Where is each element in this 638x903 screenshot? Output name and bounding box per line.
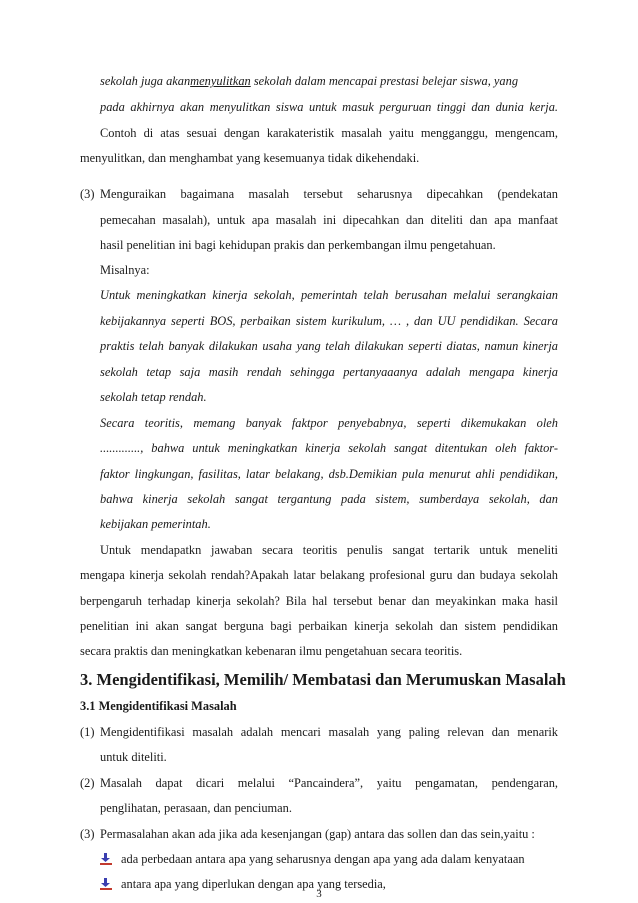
text-line: Untuk mendapatkn jawaban secara teoritis penulis sangat tertarik untuk meneliti bbox=[100, 543, 558, 557]
list-number: (3) bbox=[80, 827, 95, 841]
text-span: sekolah dalam mencapai prestasi belejar siswa, yang bbox=[250, 74, 519, 88]
text-line: mengapa kinerja sekolah rendah?Apakah latar belakang profesional guru dan budaya sekolah bbox=[80, 568, 558, 582]
text-line: bahwa kinerja sekolah sangat tergantung pada sistem, sumberdaya sekolah, dan bbox=[100, 492, 558, 506]
list-item: Masalah dapat dicari melalui “Pancaindera”, yaitu pengamatan, pendengaran, bbox=[100, 776, 558, 790]
page-number: 3 bbox=[316, 888, 322, 900]
text-line: secara praktis dan meningkatkan kebenaran ilmu pengetahuan secara teoritis. bbox=[80, 644, 463, 658]
bullet-item: ada perbedaan antara apa yang seharusnya dengan apa yang ada dalam kenyataan bbox=[121, 852, 525, 866]
arrow-bullet-icon bbox=[100, 878, 112, 890]
text-line: hasil penelitian ini bagi kehidupan prakis dan perkembangan ilmu pengetahuan. bbox=[100, 238, 496, 252]
text-line: praktis telah banyak dilakukan usaha yang telah dilakukan seperti diatas, namun kinerja bbox=[100, 339, 558, 353]
text-line: ............., bahwa untuk meningkatkan kinerja sekolah sangat ditentukan oleh faktor- bbox=[100, 441, 558, 455]
text-line: Untuk meningkatkan kinerja sekolah, pemerintah telah berusahan melalui serangkaian bbox=[100, 288, 558, 302]
text-line: penelitian ini akan sangat berguna bagi perbaikan kinerja sekolah dan sistem pendidikan bbox=[80, 619, 558, 633]
text-line: Menguraikan bagaimana masalah tersebut seharusnya dipecahkan (pendekatan bbox=[100, 187, 558, 201]
text-line: pada akhirnya akan menyulitkan siswa untuk masuk perguruan tinggi dan dunia kerja. bbox=[100, 100, 558, 114]
item-number: (3) bbox=[80, 187, 95, 201]
list-number: (1) bbox=[80, 725, 95, 739]
text-span: sekolah juga akan bbox=[100, 74, 191, 88]
text-line: pemecahan masalah), untuk apa masalah ini dipecahkan dan diteliti dan apa manfaat bbox=[100, 213, 558, 227]
text-line: menyulitkan, dan menghambat yang kesemuanya tidak dikehendaki. bbox=[80, 151, 420, 165]
subsection-heading: 3.1 Mengidentifikasi Masalah bbox=[80, 699, 237, 713]
section-heading: 3. Mengidentifikasi, Memilih/ Membatasi dan Merumuskan Masalah bbox=[80, 670, 566, 689]
list-item: Mengidentifikasi masalah adalah mencari masalah yang paling relevan dan menarik bbox=[100, 725, 558, 739]
arrow-bullet-icon bbox=[100, 853, 112, 865]
text-line: Secara teoritis, memang banyak faktpor penyebabnya, seperti dikemukakan oleh bbox=[100, 416, 558, 430]
text-line: sekolah tetap saja masih rendah sehingga pertanyaaanya adalah mengapa kinerja bbox=[100, 365, 558, 379]
list-item: Permasalahan akan ada jika ada kesenjangan (gap) antara das sollen dan das sein,yaitu : bbox=[100, 827, 535, 841]
text-line: faktor lingkungan, fasilitas, latar belakang, dsb.Demikian pula menurut ahli pendidikan, bbox=[100, 467, 558, 481]
underlined-word: menyulitkan bbox=[190, 74, 251, 88]
text-line bbox=[100, 73, 518, 89]
text-line: Misalnya: bbox=[100, 263, 150, 277]
bullet-item: antara apa yang diperlukan dengan apa yang tersedia, bbox=[121, 877, 386, 891]
list-item-continuation: untuk diteliti. bbox=[100, 750, 167, 764]
text-line: kebijakan pemerintah. bbox=[100, 517, 211, 531]
list-number: (2) bbox=[80, 776, 95, 790]
text-line: kebijakannya seperti BOS, perbaikan sistem kurikulum, … , dan UU pendidikan. Secara bbox=[100, 314, 558, 328]
text-line: berpengaruh terhadap kinerja sekolah? Bila hal tersebut benar dan meyakinkan maka hasil bbox=[80, 594, 558, 608]
text-line: sekolah tetap rendah. bbox=[100, 390, 207, 404]
text-line: Contoh di atas sesuai dengan karakateristik masalah yaitu mengganggu, mengencam, bbox=[100, 126, 558, 140]
list-item-continuation: penglihatan, perasaan, dan penciuman. bbox=[100, 801, 292, 815]
